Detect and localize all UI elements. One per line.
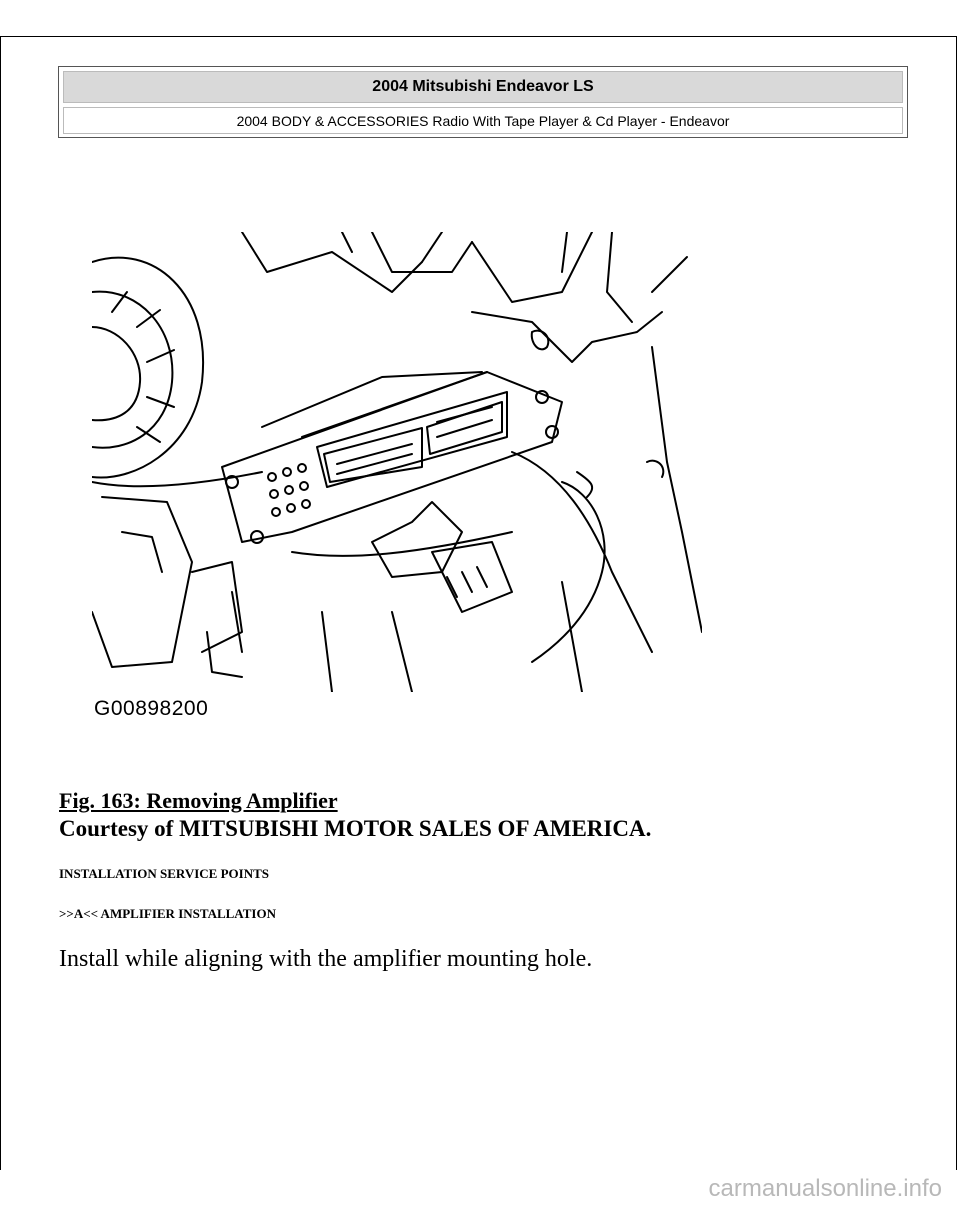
- document-header: [58, 66, 908, 138]
- steering-column-drawing: [92, 258, 262, 487]
- site-watermark: carmanualsonline.info: [0, 1172, 960, 1205]
- figure-courtesy: Courtesy of MITSUBISHI MOTOR SALES OF AMERICA.: [59, 816, 652, 841]
- figure-code: G00898200: [94, 697, 209, 720]
- upper-bracket-drawing: [242, 232, 687, 362]
- installation-heading: INSTALLATION SERVICE POINTS: [59, 866, 270, 881]
- amplifier-unit-drawing: [222, 372, 562, 543]
- amplifier-figure: [92, 232, 702, 727]
- vehicle-title: 2004 Mitsubishi Endeavor LS: [63, 71, 903, 103]
- figure-title: Fig. 163: Removing Amplifier: [59, 788, 338, 813]
- amplifier-installation-heading: >>A<< AMPLIFIER INSTALLATION: [59, 906, 276, 921]
- figure-caption: [59, 787, 651, 843]
- lower-connector-drawing: [92, 347, 702, 692]
- installation-instruction: Install while aligning with the amplifier mounting hole.: [59, 946, 593, 972]
- section-subtitle: 2004 BODY & ACCESSORIES Radio With Tape Player & Cd Player - Endeavor: [63, 107, 903, 134]
